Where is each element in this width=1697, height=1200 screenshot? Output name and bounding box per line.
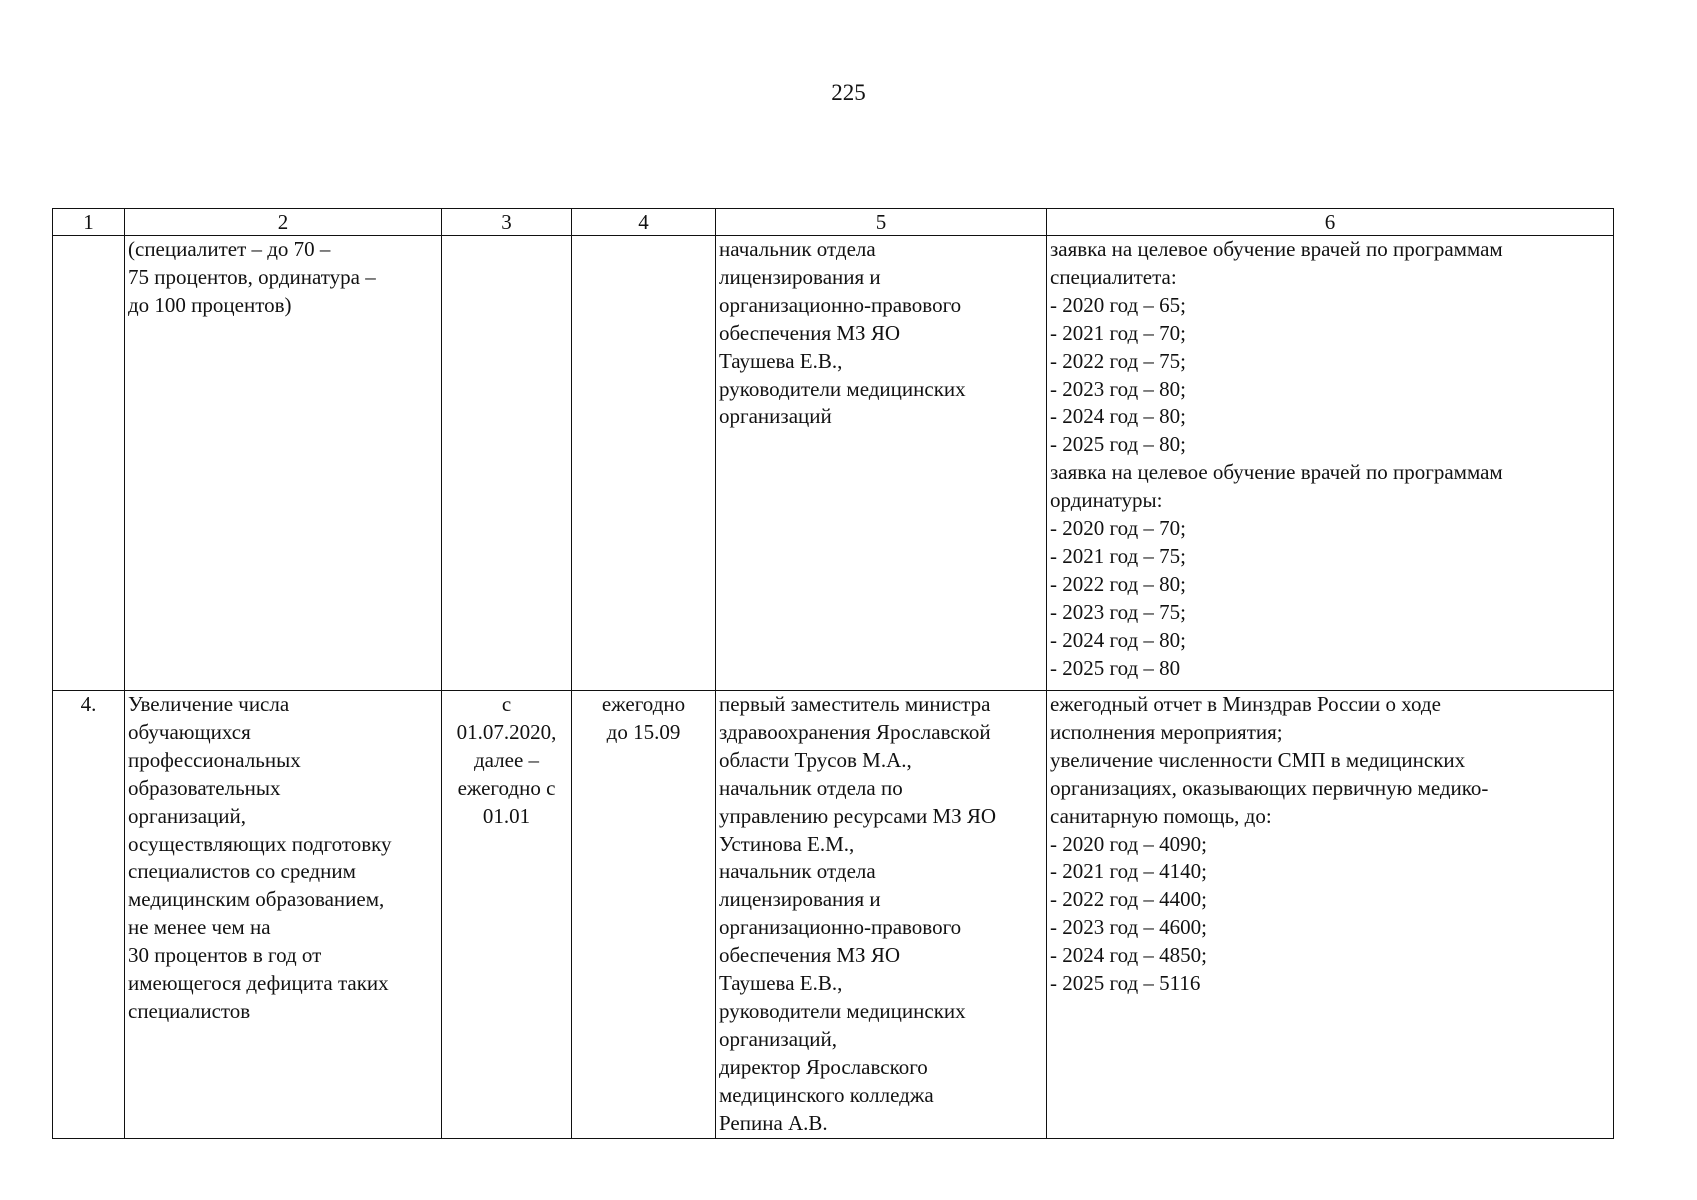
column-header: 1 xyxy=(53,209,125,236)
measures-table xyxy=(52,208,1614,1139)
result-cell: ежегодный отчет в Минздрав России о ходе исполнения мероприятия; увеличение численности СМП в медицинских организациях, оказывающих первичную медико- санитарную помощь, до: - 2020 год – 4090; - 2021 год – 4140; - 2022 год – 4400; - 2023 год – 4600; - 2024 год – 4850; - 2025 год – 5116 xyxy=(1047,691,1614,1139)
page-number: 225 xyxy=(831,80,866,105)
measure-cell: (специалитет – до 70 – 75 процентов, ординатура – до 100 процентов) xyxy=(125,236,442,691)
result-cell: заявка на целевое обучение врачей по программам специалитета: - 2020 год – 65; - 2021 год – 70; - 2022 год – 75; - 2023 год – 80; - 2024 год – 80; - 2025 год – 80; заявка на целевое обучение врачей по программам ординатуры: - 2020 год – 70; - 2021 год – 75; - 2022 год – 80; - 2023 год – 75; - 2024 год – 80; - 2025 год – 80 xyxy=(1047,236,1614,691)
table-row xyxy=(53,236,1614,691)
deadline-cell: ежегодно до 15.09 xyxy=(572,691,716,1139)
start-date-cell: с 01.07.2020, далее – ежегодно с 01.01 xyxy=(442,691,572,1139)
table-row xyxy=(53,691,1614,1139)
measure-cell: Увеличение числа обучающихся профессиональных образовательных организаций, осуществляющих подготовку специалистов со средним медицинским образованием, не менее чем на 30 процентов в год от имеющегося дефицита таких специалистов xyxy=(125,691,442,1139)
start-date-cell xyxy=(442,236,572,691)
column-header: 6 xyxy=(1047,209,1614,236)
row-number-cell xyxy=(53,236,125,691)
column-header: 3 xyxy=(442,209,572,236)
column-header: 2 xyxy=(125,209,442,236)
column-header: 5 xyxy=(716,209,1047,236)
table-header-row xyxy=(53,209,1614,236)
responsible-cell: начальник отдела лицензирования и организационно-правового обеспечения МЗ ЯО Таушева Е.В., руководители медицинских организаций xyxy=(716,236,1047,691)
row-number-cell: 4. xyxy=(53,691,125,1139)
deadline-cell xyxy=(572,236,716,691)
column-header: 4 xyxy=(572,209,716,236)
responsible-cell: первый заместитель министра здравоохранения Ярославской области Трусов М.А., начальник отдела по управлению ресурсами МЗ ЯО Устинова Е.М., начальник отдела лицензирования и организационно-правового обеспечения МЗ ЯО Таушева Е.В., руководители медицинских организаций, директор Ярославского медицинского колледжа Репина А.В. xyxy=(716,691,1047,1139)
